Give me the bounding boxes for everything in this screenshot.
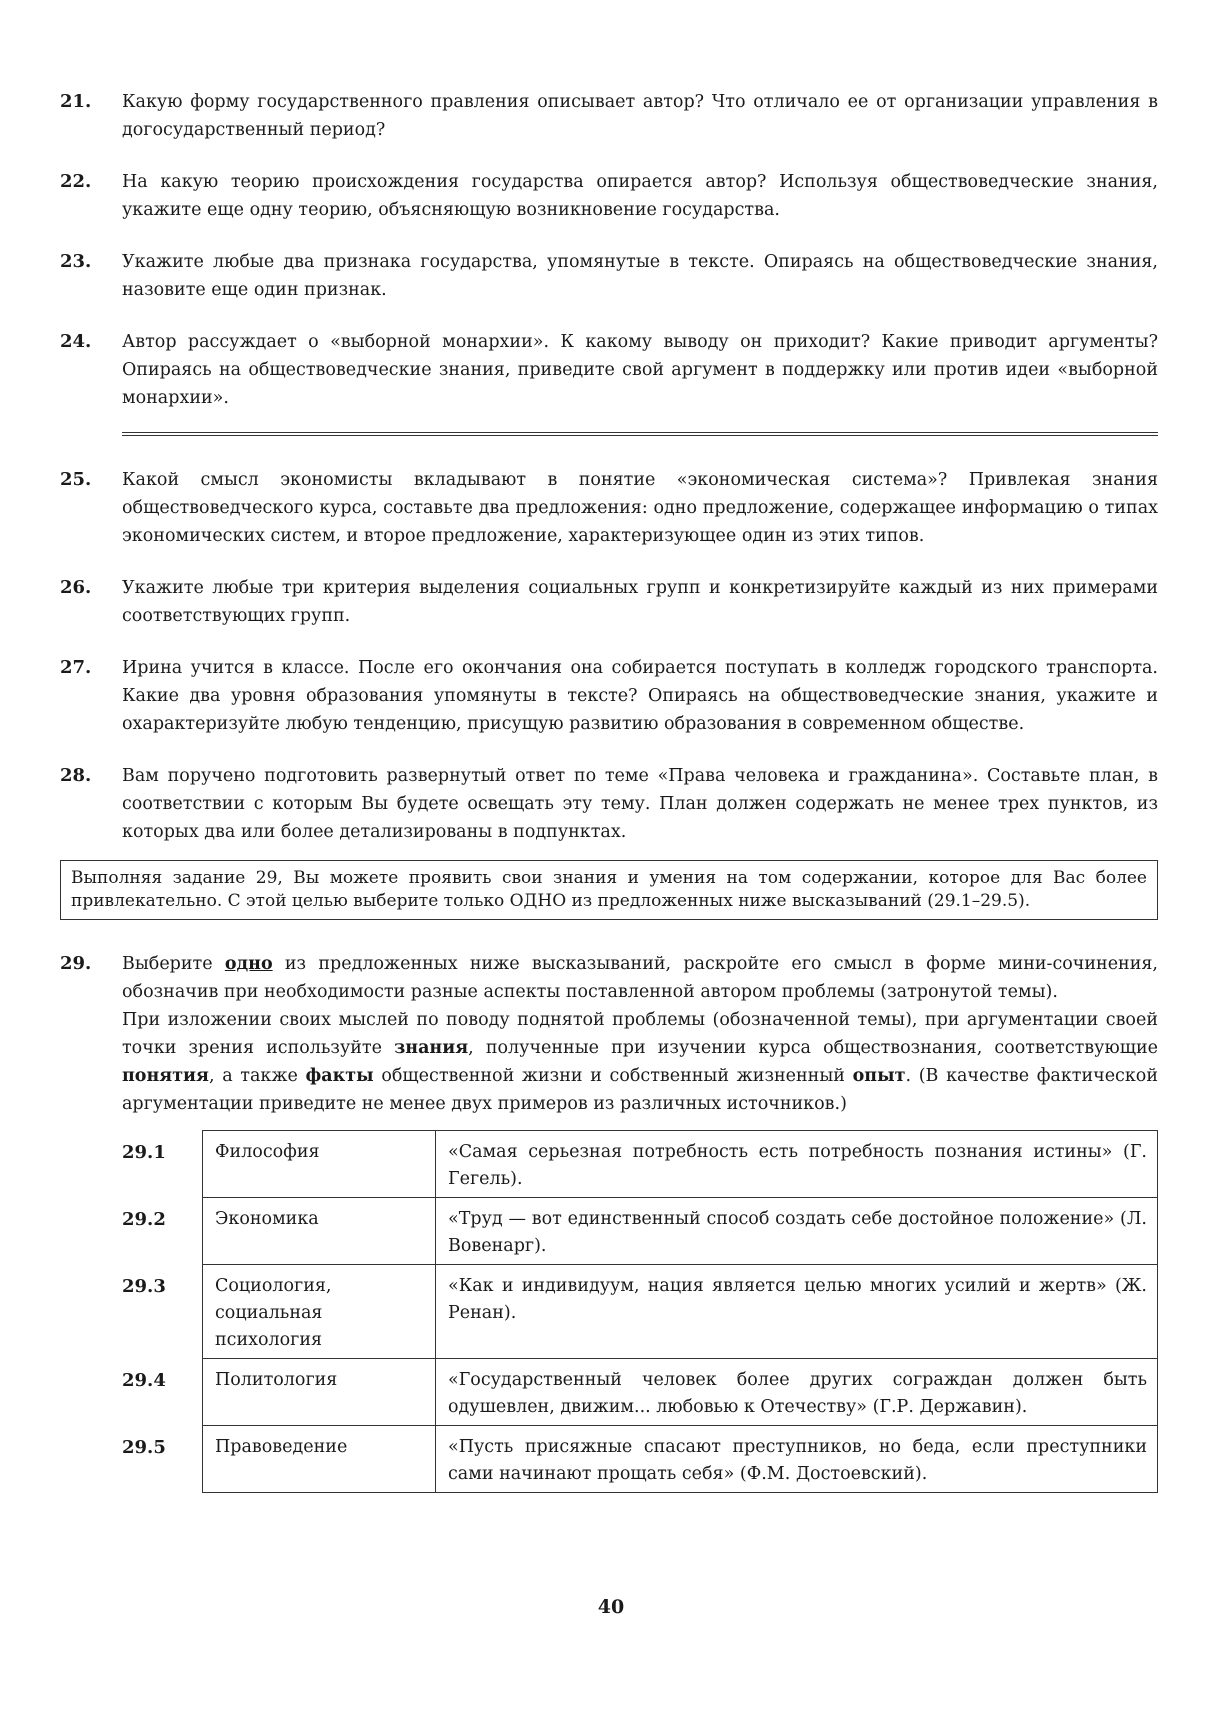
- question-number: 24.: [60, 331, 92, 352]
- emphasis-experience: опыт: [852, 1066, 906, 1086]
- table-row: [60, 1359, 1158, 1426]
- question-24: [60, 328, 1158, 412]
- option-number: 29.2: [60, 1198, 203, 1265]
- question-text: Какую форму государственного правления описывает автор? Что отличало ее от организации управления в догосударственный период?: [122, 92, 1158, 140]
- emphasis-facts: факты: [305, 1066, 374, 1086]
- options-table: [60, 1130, 1158, 1493]
- question-text: Автор рассуждает о «выборной монархии». К какому выводу он приходит? Какие приводит аргументы? Опираясь на обществоведческие знания, приведите свой аргумент в поддержку или против идеи «выборной монархии».: [122, 332, 1158, 408]
- instruction-box: [60, 860, 1158, 920]
- question-number: 27.: [60, 657, 92, 678]
- option-number: 29.3: [60, 1265, 203, 1359]
- question-text: Укажите любые три критерия выделения социальных групп и конкретизируйте каждый из них примерами соответствующих групп.: [122, 578, 1158, 626]
- instruction-text: Выполняя задание 29, Вы можете проявить свои знания и умения на том содержании, которое для Вас более привлекательно. С этой целью выберите только ОДНО из предложенных ниже высказываний (29.1–29.5).: [71, 868, 1147, 911]
- table-row: [60, 1131, 1158, 1198]
- question-29-paragraph-1: Выберите одно из предложенных ниже высказываний, раскройте его смысл в форме мини-сочинения, обозначив при необходимости разные аспекты поставленной автором проблемы (затронутой темы).: [122, 954, 1158, 1002]
- option-number: 29.5: [60, 1426, 203, 1493]
- option-quote: «Государственный человек более других сограждан должен быть одушевлен, движим... любовью к Отечеству» (Г.Р. Державин).: [436, 1359, 1158, 1426]
- question-22: [60, 168, 1158, 224]
- question-25: [60, 466, 1158, 550]
- question-26: [60, 574, 1158, 630]
- question-number: 25.: [60, 469, 92, 490]
- option-subject: Философия: [203, 1131, 436, 1198]
- option-number: 29.4: [60, 1359, 203, 1426]
- emphasis-one: одно: [224, 954, 273, 974]
- option-quote: «Пусть присяжные спасают преступников, но беда, если преступники сами начинают прощать себя» (Ф.М. Достоевский).: [436, 1426, 1158, 1493]
- question-21: [60, 88, 1158, 144]
- option-subject: Экономика: [203, 1198, 436, 1265]
- question-text: [122, 950, 1158, 1118]
- question-number: 23.: [60, 251, 92, 272]
- table-row: [60, 1198, 1158, 1265]
- page-content: [60, 88, 1158, 1493]
- question-29: [60, 950, 1158, 1118]
- question-28: [60, 762, 1158, 846]
- question-number: 26.: [60, 577, 92, 598]
- question-number: 28.: [60, 765, 92, 786]
- question-23: [60, 248, 1158, 304]
- option-quote: «Самая серьезная потребность есть потребность познания истины» (Г. Гегель).: [436, 1131, 1158, 1198]
- question-29-paragraph-2: При изложении своих мыслей по поводу поднятой проблемы (обозначенной темы), при аргументации своей точки зрения используйте знания, полученные при изучении курса обществознания, соответствующие понятия, а также факты общественной жизни и собственный жизненный опыт. (В качестве фактической аргументации приведите не менее двух примеров из различных источников.): [122, 1010, 1158, 1114]
- question-text: Укажите любые два признака государства, упомянутые в тексте. Опираясь на обществоведческие знания, назовите еще один признак.: [122, 252, 1158, 300]
- option-subject: Правоведение: [203, 1426, 436, 1493]
- option-quote: «Труд — вот единственный способ создать себе достойное положение» (Л. Вовенарг).: [436, 1198, 1158, 1265]
- emphasis-knowledge: знания: [394, 1038, 469, 1058]
- option-subject: Политология: [203, 1359, 436, 1426]
- question-text: Вам поручено подготовить развернутый ответ по теме «Права человека и гражданина». Составьте план, в соответствии с которым Вы будете освещать эту тему. План должен содержать не менее трех пунктов, из которых два или более детализированы в подпунктах.: [122, 766, 1158, 842]
- option-number: 29.1: [60, 1131, 203, 1198]
- question-text: На какую теорию происхождения государства опирается автор? Используя обществоведческие знания, укажите еще одну теорию, объясняющую возникновение государства.: [122, 172, 1158, 220]
- question-text: Ирина учится в классе. После его окончания она собирается поступать в колледж городского транспорта. Какие два уровня образования упомянуты в тексте? Опираясь на обществоведческие знания, укажите и охарактеризуйте любую тенденцию, присущую развитию образования в современном обществе.: [122, 658, 1158, 734]
- question-number: 22.: [60, 171, 92, 192]
- question-text: Какой смысл экономисты вкладывают в понятие «экономическая система»? Привлекая знания обществоведческого курса, составьте два предложения: одно предложение, содержащее информацию о типах экономических систем, и второе предложение, характеризующее один из этих типов.: [122, 470, 1158, 546]
- table-row: [60, 1265, 1158, 1359]
- section-divider: [122, 432, 1158, 436]
- option-subject: Социология, социальная психология: [203, 1265, 436, 1359]
- table-row: [60, 1426, 1158, 1493]
- page-number: 40: [597, 1596, 625, 1618]
- question-number: 29.: [60, 953, 92, 974]
- emphasis-concepts: понятия: [122, 1066, 209, 1086]
- question-number: 21.: [60, 91, 92, 112]
- question-27: [60, 654, 1158, 738]
- option-quote: «Как и индивидуум, нация является целью многих усилий и жертв» (Ж. Ренан).: [436, 1265, 1158, 1359]
